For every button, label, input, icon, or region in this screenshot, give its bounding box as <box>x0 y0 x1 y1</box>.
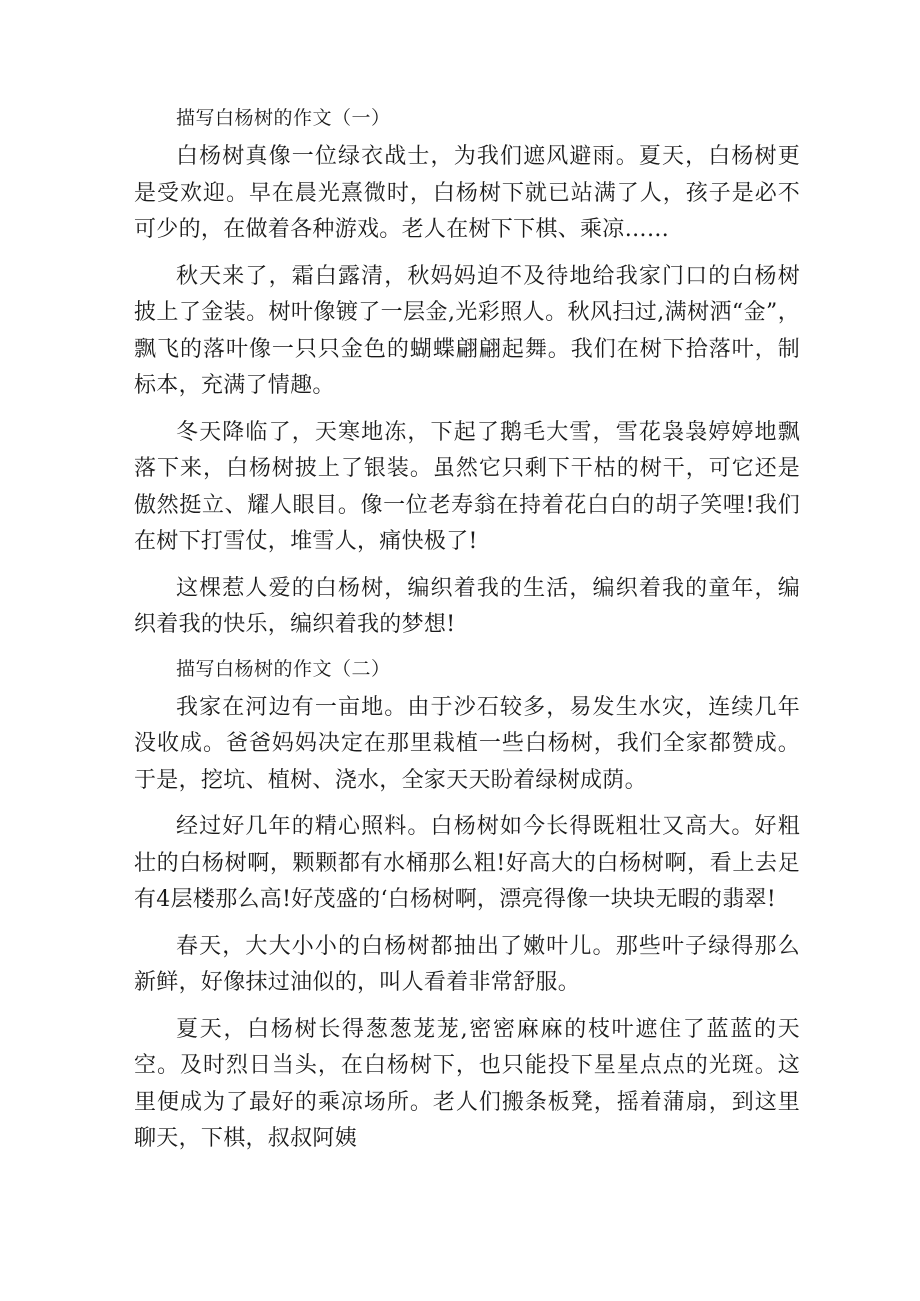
section-2-paragraph-1: 我家在河边有一亩地。由于沙石较多，易发生水灾，连续几年没收成。爸爸妈妈决定在那里栽植一些白杨树，我们全家都赞成。于是，挖坑、植树、浇水，全家天天盼着绿树成荫。 <box>134 694 800 793</box>
section-2-paragraph-4: 夏天，白杨树长得葱葱茏茏,密密麻麻的枝叶遮住了蓝蓝的天空。及时烈日当头，在白杨树下，也只能投下星星点点的光斑。这里便成为了最好的乘凉场所。老人们搬条板凳，摇着蒲扇，到这里聊天，下棋，叔叔阿姨 <box>134 1016 800 1151</box>
section-2-paragraph-3: 春天，大大小小的白杨树都抽出了嫩叶儿。那些叶子绿得那么新鲜，好像抹过油似的，叫人看着非常舒服。 <box>134 933 800 995</box>
section-1-paragraph-3: 冬天降临了，天寒地冻，下起了鹅毛大雪，雪花袅袅婷婷地飘落下来，白杨树披上了银装。虽然它只剩下干枯的树干，可它还是傲然挺立、耀人眼目。像一位老寿翁在持着花白白的胡子笑哩!我们在树下打雪仗，堆雪人，痛快极了! <box>134 419 800 554</box>
section-1-paragraph-2: 秋天来了，霜白露清，秋妈妈迫不及待地给我家门口的白杨树披上了金装。树叶像镀了一层金,光彩照人。秋风扫过,满树洒“金”，飘飞的落叶像一只只金色的蝴蝶翩翩起舞。我们在树下拾落叶，制标本，充满了情趣。 <box>134 263 800 398</box>
section-2-paragraph-2: 经过好几年的精心照料。白杨树如今长得既粗壮又高大。好粗壮的白杨树啊，颗颗都有水桶那么粗!好高大的白杨树啊，看上去足有4层楼那么高!好茂盛的‘白杨树啊，漂亮得像一块块无暇的翡翠! <box>134 814 800 912</box>
section-2-title: 描写白杨树的作文（二） <box>176 657 391 680</box>
section-1-paragraph-4: 这棵惹人爱的白杨树，编织着我的生活，编织着我的童年，编织着我的快乐，编织着我的梦想! <box>134 575 800 637</box>
section-1-title: 描写白杨树的作文（一） <box>176 107 391 129</box>
section-1-paragraph-1: 白杨树真像一位绿衣战士，为我们遮风避雨。夏天，白杨树更是受欢迎。早在晨光熹微时，白杨树下就已站满了人，孩子是必不可少的，在做着各种游戏。老人在树下下棋、乘凉…… <box>134 144 800 242</box>
